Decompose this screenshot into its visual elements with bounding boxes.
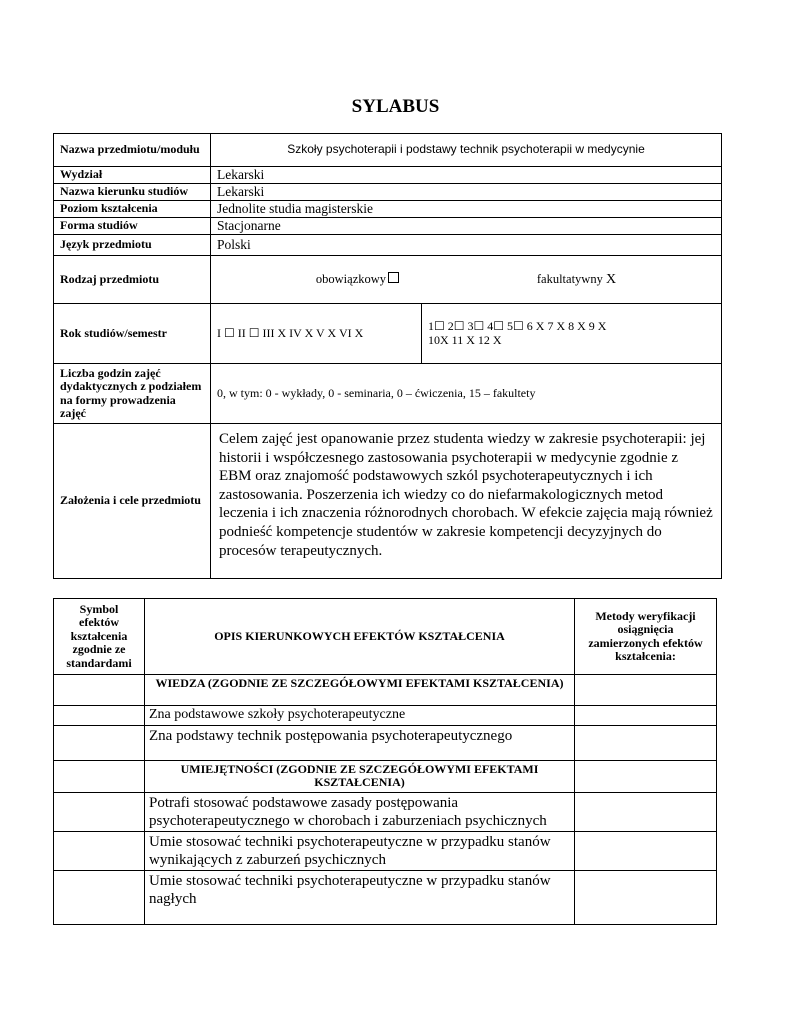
value-semestr: [422, 304, 722, 364]
label-nazwa: Nazwa przedmiotu/modułu: [54, 134, 211, 167]
label-jezyk: Język przedmiotu: [54, 235, 211, 256]
label-cele: Założenia i cele przedmiotu: [54, 424, 211, 579]
table-row: [54, 792, 717, 831]
effects-table: [53, 598, 717, 925]
method-cell: [575, 675, 717, 706]
effect-text: Zna podstawy technik postępowania psychoterapeutycznego: [145, 725, 575, 760]
label-wydzial: Wydział: [54, 167, 211, 184]
umiejetnosci-section-row: [54, 760, 717, 792]
row-nazwa: [54, 134, 722, 167]
value-cele: Celem zajęć jest opanowanie przez studenta wiedzy w zakresie psychoterapii: jej historii i współczesnego zastosowania psychoterapii w medycynie zgodnie z EBM oraz znajomość podstawowych szkól psychoterapeutycznych i ich zastosowania. Poszerzenia ich wiedzy co do niefarmakologicznych metod leczenia i ich znaczenia różnorodnych chorobach. W efekcie zajęcia mają również podnieść kompetencje studentów w zakresie kompetencji decyzyjnych do procesów terapeutycznych.: [211, 424, 722, 579]
label-godziny: Liczba godzin zajęć dydaktycznych z podziałem na formy prowadzenia zajęć: [54, 364, 211, 424]
wiedza-section-row: [54, 675, 717, 706]
value-rok: I ☐ II ☐ III X IV X V X VI X: [211, 304, 422, 364]
table-row: [54, 870, 717, 924]
label-rok: Rok studiów/semestr: [54, 304, 211, 364]
umiejetnosci-header: UMIEJĘTNOŚCI (ZGODNIE ZE SZCZEGÓŁOWYMI EFEKTAMI KSZTAŁCENIA): [145, 760, 575, 792]
document-title: SYLABUS: [351, 96, 440, 117]
symbol-cell: [54, 675, 145, 706]
value-nazwa: Szkoły psychoterapii i podstawy technik psychoterapii w medycynie: [211, 134, 722, 167]
label-forma: Forma studiów: [54, 218, 211, 235]
row-godziny: [54, 364, 722, 424]
checked-mark: X: [605, 271, 617, 287]
effect-text: Umie stosować techniki psychoterapeutyczne w przypadku stanów wynikających z zaburzeń psychicznych: [145, 831, 575, 870]
checkbox-empty-icon: [388, 272, 399, 283]
label-rodzaj: Rodzaj przedmiotu: [54, 256, 211, 304]
option-fakultatywny: fakultatywny X: [536, 271, 617, 287]
col-symbol-header: Symbol efektów kształcenia zgodnie ze standardami: [54, 599, 145, 675]
label-kierunek: Nazwa kierunku studiów: [54, 184, 211, 201]
effects-header-row: [54, 599, 717, 675]
method-cell: [575, 760, 717, 792]
value-jezyk: Polski: [211, 235, 722, 256]
option-obowiazkowy: obowiązkowy: [316, 272, 399, 288]
row-cele: [54, 424, 722, 579]
row-wydzial: [54, 167, 722, 184]
table-row: [54, 725, 717, 760]
method-cell: [575, 870, 717, 924]
semestr-line-1: 1☐ 2☐ 3☐ 4☐ 5☐ 6 X 7 X 8 X 9 X: [428, 319, 607, 334]
effect-text: Umie stosować techniki psychoterapeutyczne w przypadku stanów nagłych: [145, 870, 575, 924]
method-cell: [575, 792, 717, 831]
row-poziom: [54, 201, 722, 218]
symbol-cell: [54, 706, 145, 726]
col-opis-header: OPIS KIERUNKOWYCH EFEKTÓW KSZTAŁCENIA: [145, 599, 575, 675]
symbol-cell: [54, 760, 145, 792]
method-cell: [575, 706, 717, 726]
effect-text: Potrafi stosować podstawowe zasady postępowania psychoterapeutycznego w chorobach i zaburzeniach psychicznych: [145, 792, 575, 831]
method-cell: [575, 725, 717, 760]
label-poziom: Poziom kształcenia: [54, 201, 211, 218]
value-rodzaj: [211, 256, 722, 304]
symbol-cell: [54, 831, 145, 870]
value-kierunek: Lekarski: [211, 184, 722, 201]
wiedza-header: WIEDZA (ZGODNIE ZE SZCZEGÓŁOWYMI EFEKTAMI KSZTAŁCENIA): [145, 675, 575, 706]
symbol-cell: [54, 725, 145, 760]
value-forma: Stacjonarne: [211, 218, 722, 235]
table-row: [54, 831, 717, 870]
value-godziny: 0, w tym: 0 - wykłady, 0 - seminaria, 0 – ćwiczenia, 15 – fakultety: [211, 364, 722, 424]
table-row: [54, 706, 717, 726]
row-rok: [54, 304, 722, 364]
effect-text: Zna podstawowe szkoły psychoterapeutyczne: [145, 706, 575, 726]
col-metody-header: Metody weryfikacji osiągnięcia zamierzonych efektów kształcenia:: [575, 599, 717, 675]
row-rodzaj: [54, 256, 722, 304]
row-jezyk: [54, 235, 722, 256]
method-cell: [575, 831, 717, 870]
symbol-cell: [54, 870, 145, 924]
value-wydzial: Lekarski: [211, 167, 722, 184]
semestr-line-2: 10X 11 X 12 X: [428, 332, 502, 347]
course-info-table: [53, 133, 722, 579]
symbol-cell: [54, 792, 145, 831]
value-poziom: Jednolite studia magisterskie: [211, 201, 722, 218]
row-forma: [54, 218, 722, 235]
row-kierunek: [54, 184, 722, 201]
